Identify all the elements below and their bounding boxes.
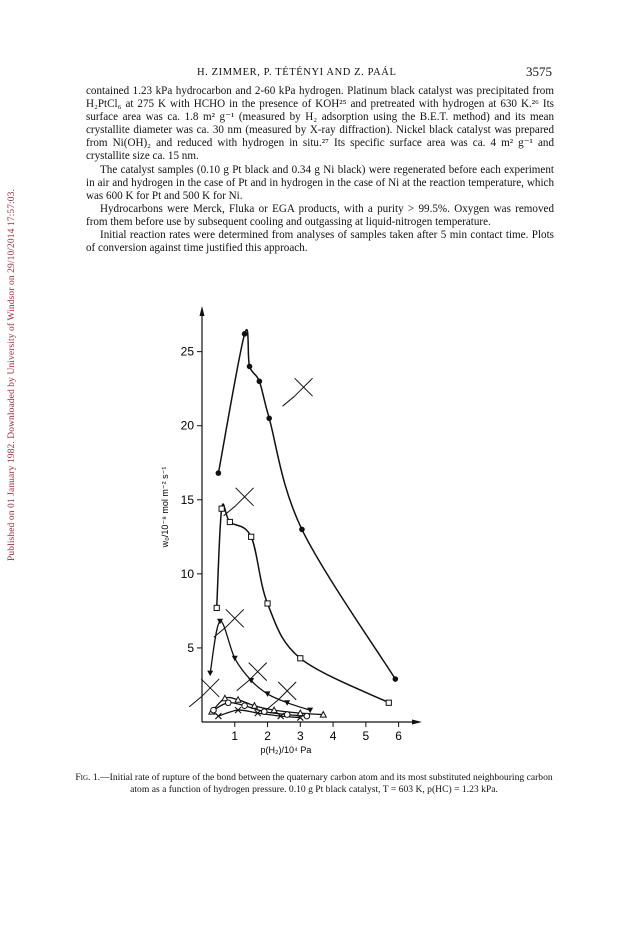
data-point	[232, 656, 238, 662]
data-point	[257, 378, 263, 384]
annotation-cross	[224, 488, 254, 516]
data-point	[242, 331, 248, 337]
y-tick-label: 20	[180, 418, 194, 433]
x-tick-label: 2	[264, 729, 271, 743]
x-axis-arrow	[412, 720, 422, 725]
data-point	[207, 671, 213, 677]
data-point	[284, 712, 290, 718]
data-point	[307, 708, 313, 714]
series-line	[217, 504, 389, 703]
caption-label: Fig. 1.	[75, 772, 101, 783]
y-axis-label: w₀/10⁻⁸ mol m⁻² s⁻¹	[160, 466, 170, 548]
caption-text: —Initial rate of rupture of the bond between the quaternary carbon atom and its most substituted neighbouring carbon atom as a function of hydrogen pressure. 0.10 g Pt black catalyst, T = 603 K, p(HC) = 1.23 kPa.	[100, 772, 553, 795]
data-point	[211, 707, 217, 713]
x-tick-label: 3	[296, 729, 304, 743]
y-tick-label: 10	[180, 566, 194, 581]
data-point	[393, 676, 399, 682]
data-point	[304, 713, 310, 719]
data-point	[265, 601, 270, 606]
data-point	[249, 534, 254, 539]
paragraph: Initial reaction rates were determined from analyses of samples taken after 5 min contact time. Plots of conversion against time justified this approach.	[86, 229, 554, 255]
data-point	[299, 527, 305, 533]
x-tick-label: 6	[395, 729, 402, 743]
data-point	[227, 519, 232, 524]
annotation-cross	[237, 663, 267, 691]
y-axis-arrow	[200, 306, 205, 316]
data-point	[215, 713, 221, 719]
chart-axes	[200, 306, 423, 725]
x-axis-label: p(H₂)/10⁴ Pa	[260, 745, 312, 755]
download-notice-text: Published on 01 January 1982. Downloaded by University of Windsor on 29/10/2014 17:57:03.	[7, 189, 17, 561]
y-tick-label: 25	[180, 344, 194, 359]
annotation-leader	[283, 396, 295, 406]
page-number: 3575	[526, 64, 552, 79]
annotation-cross	[283, 378, 313, 406]
annotation-leader	[214, 627, 226, 637]
x-tick-label: 1	[231, 729, 239, 743]
series-line	[218, 330, 395, 679]
data-point	[219, 506, 224, 511]
data-point	[216, 470, 222, 476]
figure-caption	[72, 772, 556, 795]
annotation-leader	[237, 681, 249, 691]
body-text	[86, 85, 554, 255]
x-tick-label: 4	[329, 729, 337, 743]
data-point	[247, 364, 253, 370]
y-tick-label: 15	[180, 492, 194, 507]
annotation-leader	[189, 697, 201, 707]
data-point	[266, 415, 272, 421]
data-point	[214, 605, 219, 610]
y-tick-label: 5	[187, 640, 194, 655]
data-point	[242, 703, 248, 709]
paragraph: Hydrocarbons were Merck, Fluka or EGA products, with a purity > 99.5%. Oxygen was removed from them before use by subsequent cooling and outgassing at liquid-nitrogen temperature.	[86, 202, 554, 228]
running-head: H. ZIMMER, P. TÉTÉNYI AND Z. PAÁL	[197, 67, 397, 78]
data-point	[225, 700, 231, 706]
chart	[150, 302, 430, 762]
data-point	[298, 656, 303, 661]
download-notice	[2, 175, 22, 575]
data-point	[386, 700, 391, 705]
annotation-leader	[266, 700, 278, 710]
paragraph: The catalyst samples (0.10 g Pt black and 0.34 g Ni black) were regenerated before each experiment in air and hydrogen in the case of Pt and in hydrogen in the case of Ni at the reaction temperature, which was 600 K for Pt and 500 K for Ni.	[86, 163, 554, 202]
x-tick-label: 5	[362, 729, 370, 743]
figure-1	[150, 302, 430, 762]
annotation-cross	[189, 679, 219, 707]
data-point	[265, 691, 271, 697]
paragraph: contained 1.23 kPa hydrocarbon and 2-60 kPa hydrogen. Platinum black catalyst was precipitated from H₂PtCl₆ at 275 K with HCHO in the presence of KOH²⁵ and pretreated with hydrogen at 630 K.²⁶ Its surface area was ca. 1.8 m² g⁻¹ (measured by H₂ adsorption using the B.E.T. method) and its mean crystallite diameter was ca. 30 nm (measured by X-ray diffraction). Nickel black catalyst was prepared from Ni(OH)₂ and reduced with hydrogen in situ.²⁷ Its specific surface area was ca. 4 m² g⁻¹ and crystallite size ca. 15 nm.	[86, 85, 554, 163]
